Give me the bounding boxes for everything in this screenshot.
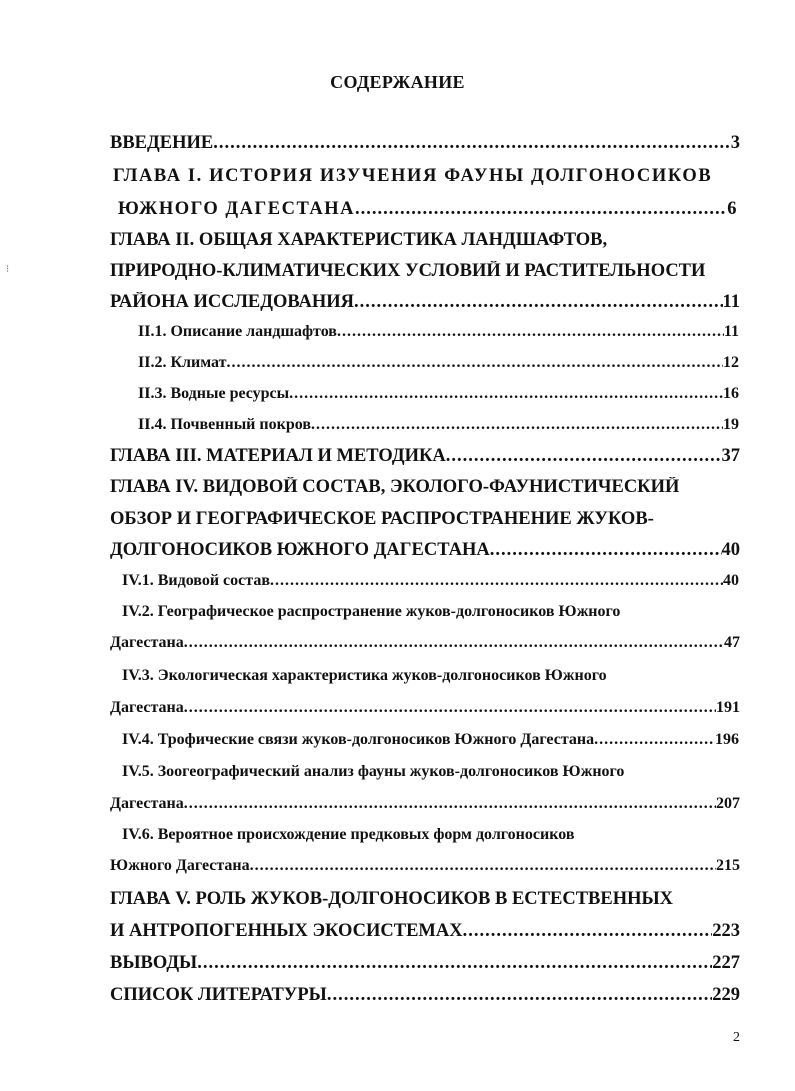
toc-entry[interactable]: Южного Дагестана ..... 215 [110, 857, 740, 875]
toc-entry[interactable]: ЮЖНОГО ДАГЕСТАНА ..... 6 [118, 199, 738, 220]
leader-dots [226, 354, 723, 372]
leader-dots [337, 323, 724, 341]
toc-entry[interactable]: РАЙОНА ИССЛЕДОВАНИЯ ..... 11 [110, 292, 740, 313]
leader-dots [184, 634, 724, 652]
toc-entry[interactable]: ВЫВОДЫ ..... 227 [110, 953, 740, 974]
leader-dots [250, 857, 716, 875]
leader-dots [197, 953, 712, 974]
toc-entry[interactable]: ОБЗОР И ГЕОГРАФИЧЕСКОЕ РАСПРОСТРАНЕНИЕ ЖУКОВ- [110, 509, 654, 529]
toc-entry[interactable]: II.3. Водные ресурсы ..... 16 [138, 385, 739, 403]
toc-entry[interactable]: ГЛАВА IV. ВИДОВОЙ СОСТАВ, ЭКОЛОГО-ФАУНИСТИЧЕСКИЙ [110, 477, 680, 497]
toc-entry[interactable]: II.1. Описание ландшафтов ..... 11 [138, 323, 739, 341]
leader-dots [289, 385, 723, 403]
page-number: 2 [733, 1030, 740, 1045]
leader-dots [355, 199, 727, 220]
leader-dots [184, 699, 716, 717]
toc-entry[interactable]: Дагестана ..... 47 [110, 634, 740, 652]
leader-dots [184, 795, 716, 813]
leader-dots [213, 133, 731, 154]
toc-entry[interactable]: ПРИРОДНО-КЛИМАТИЧЕСКИХ УСЛОВИЙ И РАСТИТЕЛЬНОСТИ [110, 261, 706, 281]
page-title: СОДЕРЖАНИЕ [330, 72, 465, 92]
toc-entry[interactable]: IV.6. Вероятное происхождение предковых форм долгоносиков [122, 826, 575, 843]
toc-entry[interactable]: И АНТРОПОГЕННЫХ ЭКОСИСТЕМАХ ..... 223 [110, 921, 740, 942]
toc-entry[interactable]: IV.2. Географическое распространение жуков-долгоносиков Южного [122, 603, 621, 620]
toc-entry[interactable]: II.2. Климат ..... 12 [138, 354, 739, 372]
toc-entry[interactable]: СПИСОК ЛИТЕРАТУРЫ ..... 229 [110, 985, 740, 1006]
leader-dots [463, 921, 713, 942]
toc-entry[interactable]: ВВЕДЕНИЕ ..... 3 [110, 133, 740, 154]
toc-entry[interactable]: ГЛАВА II. ОБЩАЯ ХАРАКТЕРИСТИКА ЛАНДШАФТОВ, [110, 230, 608, 250]
leader-dots [354, 292, 723, 313]
toc-entry[interactable]: Дагестана ..... 191 [110, 699, 740, 717]
margin-mark: ⁝ [6, 264, 10, 275]
toc-entry[interactable]: ГЛАВА I. ИСТОРИЯ ИЗУЧЕНИЯ ФАУНЫ ДОЛГОНОСИКОВ [113, 166, 713, 186]
toc-entry[interactable]: IV.3. Экологическая характеристика жуков-долгоносиков Южного [122, 667, 607, 684]
toc-entry[interactable]: IV.5. Зоогеографический анализ фауны жуков-долгоносиков Южного [122, 763, 625, 780]
toc-entry[interactable]: Дагестана ..... 207 [110, 795, 740, 813]
leader-dots [311, 416, 723, 434]
toc-entry[interactable]: ДОЛГОНОСИКОВ ЮЖНОГО ДАГЕСТАНА ..... 40 [110, 540, 740, 561]
toc-entry[interactable]: IV.1. Видовой состав ..... 40 [122, 572, 739, 590]
toc-entry[interactable]: IV.4. Трофические связи жуков-долгоносиков Южного Дагестана ..... 196 [122, 731, 739, 749]
toc-entry[interactable]: ГЛАВА III. МАТЕРИАЛ И МЕТОДИКА ..... 37 [110, 446, 740, 467]
leader-dots [446, 446, 722, 467]
toc-entry[interactable]: ГЛАВА V. РОЛЬ ЖУКОВ-ДОЛГОНОСИКОВ В ЕСТЕСТВЕННЫХ [110, 889, 674, 909]
leader-dots [327, 985, 712, 1006]
leader-dots [270, 572, 723, 590]
leader-dots [594, 731, 715, 749]
toc-entry[interactable]: II.4. Почвенный покров ..... 19 [138, 416, 739, 434]
leader-dots [490, 540, 722, 561]
